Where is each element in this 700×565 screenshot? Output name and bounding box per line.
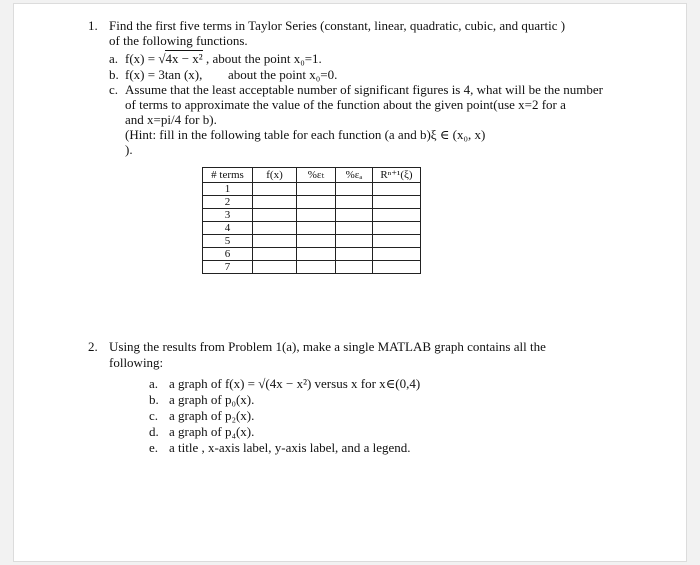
table-row [203, 261, 421, 274]
q2-item-text: a graph of p₀(x). [169, 392, 255, 407]
q1c-hint-end: ). [125, 142, 133, 157]
table-row [203, 235, 421, 248]
q2-number: 2. [88, 339, 98, 354]
q1a-prefix: f(x) = [125, 51, 159, 66]
term-cell: 3 [203, 209, 253, 222]
table-row [203, 183, 421, 196]
header-true-error: %εₜ [297, 168, 336, 183]
q1b-suffix: about the point x₀=0. [228, 67, 338, 82]
q2-item-text: a graph of p₂(x). [169, 408, 255, 423]
q2-line2: following: [109, 355, 164, 370]
header-approx-error: %εₐ [336, 168, 373, 183]
q1c-line2: of terms to approximate the value of the function about the given point(use x=2 for a [125, 97, 566, 112]
document-page [14, 4, 686, 561]
q1c-line1: Assume that the least acceptable number of significant figures is 4, what will be the number [125, 82, 603, 97]
term-cell: 7 [203, 261, 253, 274]
q1b-label: b. [109, 67, 119, 82]
term-cell: 1 [203, 183, 253, 196]
q1c-hint: (Hint: fill in the following table for each function (a and b)ξ ∈ (x₀, x) [125, 127, 486, 142]
q2-item-text: a title , x-axis label, y-axis label, and a legend. [169, 440, 411, 455]
table-row [203, 209, 421, 222]
q2-item-label: e. [149, 440, 159, 455]
table-row [203, 248, 421, 261]
q1-number: 1. [88, 18, 98, 33]
q1-line1: Find the first five terms in Taylor Series (constant, linear, quadratic, cubic, and quartic ) [109, 18, 566, 33]
term-cell: 6 [203, 248, 253, 261]
q2-item-label: c. [149, 408, 159, 423]
q2-item-text: a graph of p₄(x). [169, 424, 255, 439]
table-row [203, 196, 421, 209]
q1a-radicand: 4x − x² [165, 51, 203, 66]
q2-item-label: b. [149, 392, 159, 407]
q1c-line3: and x=pi/4 for b). [125, 112, 217, 127]
term-cell: 4 [203, 222, 253, 235]
q1a-suffix: , about the point x₀=1. [202, 51, 322, 66]
q1-line2: of the following functions. [109, 33, 248, 48]
q2-line1: Using the results from Problem 1(a), make a single MATLAB graph contains all the [109, 339, 546, 354]
q1a-text [125, 51, 322, 67]
table-header-row [203, 168, 421, 183]
q2-item-label: a. [149, 376, 159, 391]
term-cell: 5 [203, 235, 253, 248]
q1a-label: a. [109, 51, 119, 66]
header-remainder: Rⁿ⁺¹(ξ) [373, 168, 421, 183]
header-fx: f(x) [253, 168, 297, 183]
taylor-table [202, 167, 421, 274]
term-cell: 2 [203, 196, 253, 209]
q2-item-text: a graph of f(x) = √(4x − x²) versus x for x∈(0,4) [169, 376, 421, 391]
q2-item-label: d. [149, 424, 159, 439]
q1b-expr: f(x) = 3tan (x), [125, 67, 203, 82]
sqrt-symbol: √ [158, 51, 166, 66]
q1c-label: c. [109, 82, 119, 97]
table-row [203, 222, 421, 235]
header-terms: # terms [203, 168, 253, 183]
